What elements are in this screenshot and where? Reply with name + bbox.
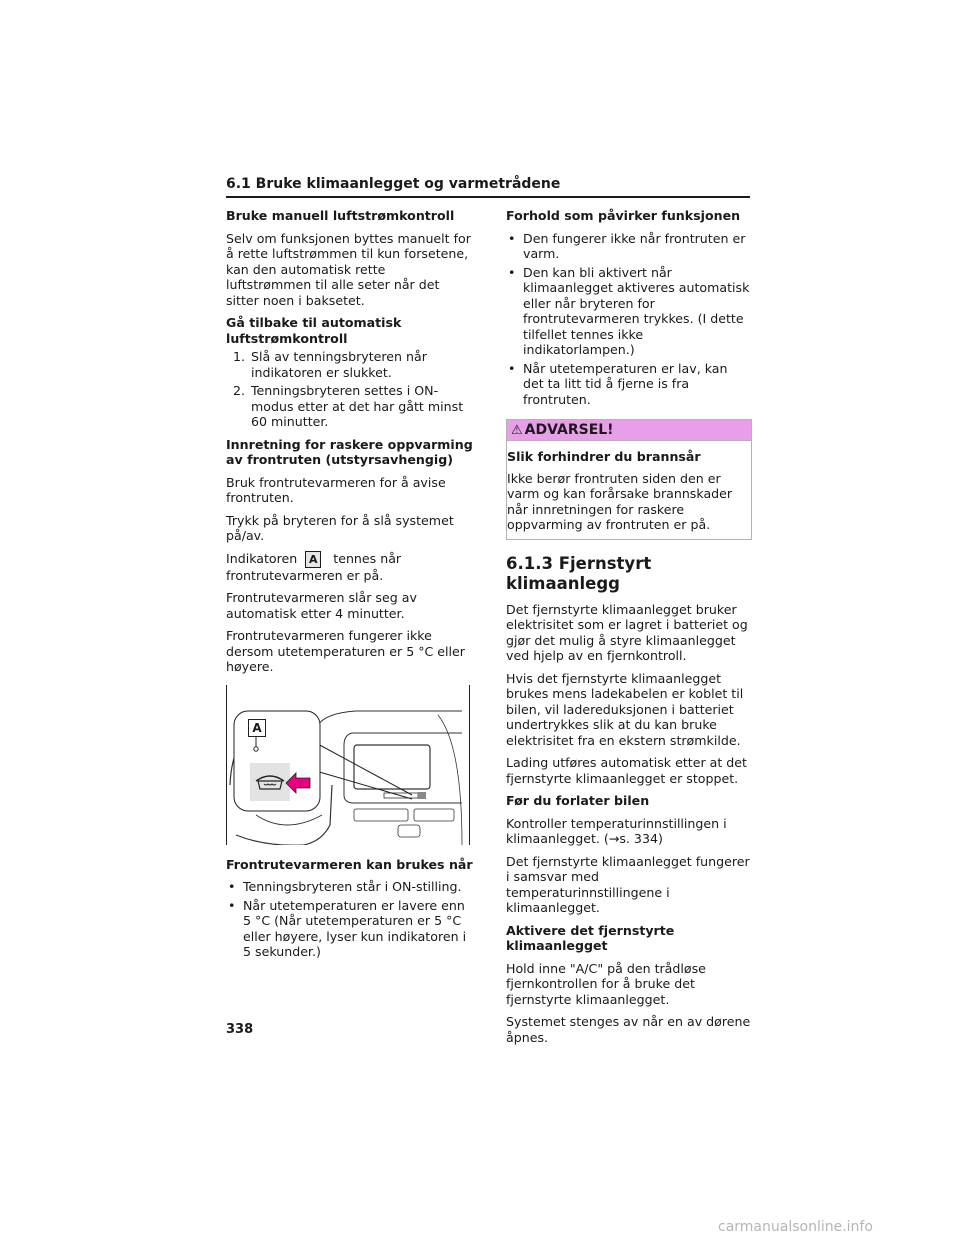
usable-list — [226, 879, 474, 960]
warning-header — [507, 420, 751, 441]
dashboard-drawing — [226, 685, 472, 845]
usable-heading: Frontrutevarmeren kan brukes når — [226, 856, 473, 872]
watermark: carmanualsonline.info — [718, 1219, 873, 1235]
list-item: • Den kan bli aktivert når klimaanlegget aktiveres automatisk eller når bryteren for frontrutevarmeren trykkes. (I dette tilfellet tennes ikke indikatorlampen.) — [508, 264, 750, 357]
paragraph: Hold inne "A/C" på den trådløse fjernkontrollen for å bruke det fjernstyrte klimaanlegget. — [506, 960, 706, 1007]
warning-text: Ikke berør frontruten siden den er varm og kan forårsake brannskader når innretningen for raskere oppvarming av frontruten er på. — [507, 470, 733, 532]
list-item: 2. Tenningsbryteren settes i ON-modus etter at det har gått minst 60 minutter. — [233, 383, 464, 429]
paragraph: Lading utføres automatisk etter at det fjernstyrte klimaanlegget er stoppet. — [506, 755, 747, 786]
conditions-heading: Forhold som påvirker funksjonen — [506, 208, 741, 223]
section-header: 6.1 Bruke klimaanlegget og varmetrådene — [226, 176, 750, 198]
paragraph: Det fjernstyrte klimaanlegget bruker elektrisitet som er lagret i batteriet og gjør det mulig å styre klimaanlegget ved hjelp av en fjernkontroll. — [506, 601, 748, 663]
list-item: • Tenningsbryteren står i ON-stilling. — [228, 879, 462, 894]
manual-heading: Bruke manuell luftstrømkontroll — [226, 208, 455, 223]
manual-text: Selv om funksjonen byttes manuelt for å rette luftstrømmen til kun forsetene, kan den automatisk rette luftstrømmen til alle seter når det sitter noen i baksetet. — [226, 230, 471, 308]
warning-triangle-icon: ⚠ — [511, 423, 523, 438]
section-title: 6.1.3 Fjernstyrt klimaanlegg — [506, 553, 652, 593]
list-item: • Når utetemperaturen er lavere enn 5 °C (Når utetemperaturen er 5 °C eller høyere, lyser kun indikatoren i 5 sekunder.) — [228, 897, 467, 959]
paragraph: Bruk frontrutevarmeren for å avise frontruten. — [226, 474, 446, 505]
warning-title: ADVARSEL! — [524, 422, 614, 438]
return-heading: Gå tilbake til automatisk luftstrømkontroll — [226, 315, 402, 346]
indicator-key-label: A — [305, 551, 321, 568]
conditions-list — [506, 231, 752, 408]
list-item: • Når utetemperaturen er lav, kan det ta litt tid å fjerne is fra frontruten. — [508, 360, 728, 407]
paragraph: Trykk på bryteren for å slå systemet på/av. — [226, 512, 454, 543]
warning-subheading: Slik forhindrer du brannsår — [507, 449, 701, 464]
dashboard-illustration — [226, 685, 472, 845]
activate-heading: Aktivere det fjernstyrte klimaanlegget — [506, 922, 675, 953]
figure-label-a: A — [248, 719, 266, 737]
indicator-paragraph: Indikatoren A tennes når frontrutevarmeren er på. — [226, 550, 402, 583]
paragraph: Systemet stenges av når en av dørene åpnes. — [506, 1014, 751, 1045]
paragraph: Frontrutevarmeren fungerer ikke dersom utetemperaturen er 5 °C eller høyere. — [226, 628, 465, 674]
right-column — [506, 208, 752, 1052]
paragraph: Hvis det fjernstyrte klimaanlegget brukes mens ladekabelen er koblet til bilen, vil ladereduksjonen i batteriet undertrykkes slik at du kan bruke elektrisitet fra en ekstern strømkilde. — [506, 670, 744, 748]
paragraph: Det fjernstyrte klimaanlegget fungerer i samsvar med temperaturinnstillingene i klimaanlegget. — [506, 853, 750, 915]
warning-box — [506, 419, 752, 540]
paragraph: Frontrutevarmeren slår seg av automatisk etter 4 minutter. — [226, 590, 417, 621]
left-column — [226, 208, 474, 967]
page-number: 338 — [226, 1022, 254, 1037]
warning-body — [507, 441, 751, 533]
steps-list — [226, 349, 474, 430]
before-heading: Før du forlater bilen — [506, 793, 650, 808]
list-item: • Den fungerer ikke når frontruten er varm. — [508, 230, 746, 261]
list-item: 1. Slå av tenningsbryteren når indikatoren er slukket. — [233, 349, 427, 380]
faster-heading: Innretning for raskere oppvarming av frontruten (utstyrsavhengig) — [226, 436, 473, 467]
paragraph: Kontroller temperaturinnstillingen i klimaanlegget. (→s. 334) — [506, 815, 727, 846]
